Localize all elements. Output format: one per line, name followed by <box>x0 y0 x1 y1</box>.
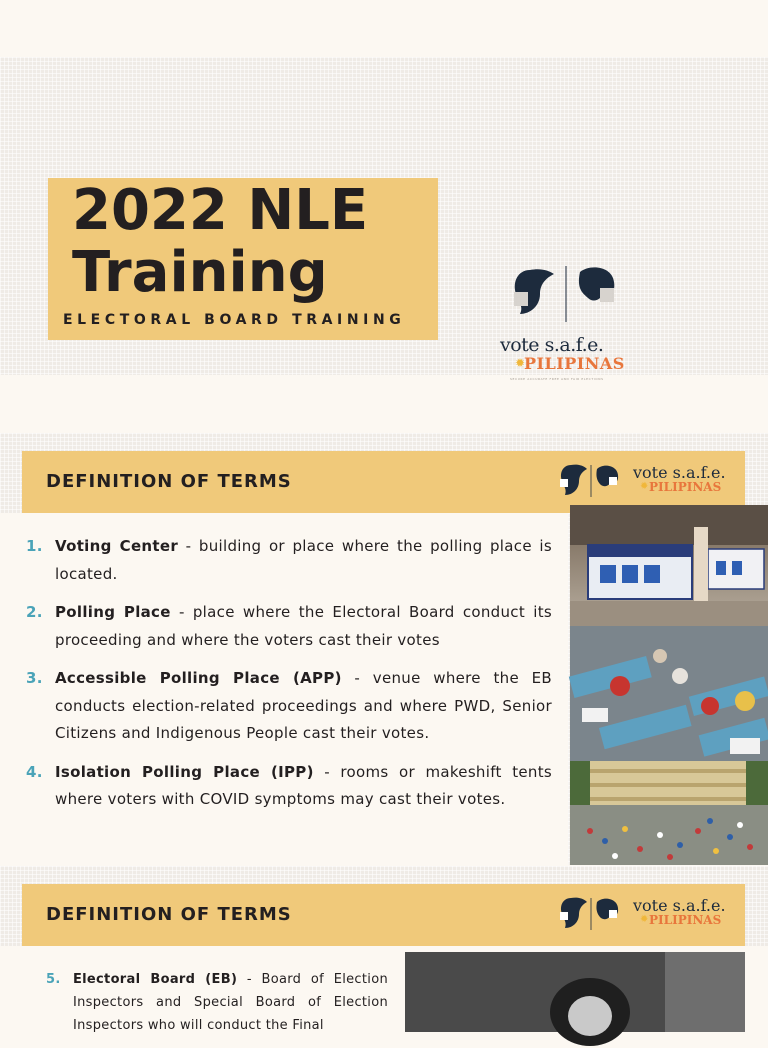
term-number: 2. <box>26 603 43 621</box>
title-line-2: Training <box>72 240 328 305</box>
term-name: Accessible Polling Place (APP) <box>55 669 342 687</box>
title-box <box>48 178 438 340</box>
photo-school-crowd <box>570 761 768 865</box>
term-number: 3. <box>26 669 43 687</box>
term-description: - Board of Election Inspectors and Special Board of Election Inspectors who will conduct the Final <box>73 972 388 1033</box>
term-name: Isolation Polling Place (IPP) <box>55 762 314 781</box>
logo-tagline: SECURE ACCURATE FREE AND FAIR ELECTIONS <box>510 377 604 381</box>
photo-polling-place <box>570 626 768 761</box>
photo-electoral-board <box>405 952 745 1032</box>
term-name: Voting Center <box>55 537 179 555</box>
vote-safe-logo-icon <box>557 463 627 503</box>
term-description: - place where the Electoral Board conduct its proceeding and where the voters cast their votes <box>55 603 552 649</box>
terms-list <box>26 533 552 825</box>
header-bar <box>22 451 745 513</box>
header-title: DEFINITION OF TERMS <box>46 904 292 925</box>
term-number: 5. <box>46 972 61 987</box>
term-name: Polling Place <box>55 603 171 621</box>
vote-safe-logo <box>557 896 737 936</box>
list-item <box>26 759 552 814</box>
star-icon: ✹ <box>515 356 526 370</box>
photo-polling-place-image <box>570 626 768 761</box>
term-number: 1. <box>26 537 43 555</box>
photo-voting-center <box>570 505 768 626</box>
title-slide <box>0 57 768 381</box>
logo-text-vote-safe: vote s.a.f.e. <box>500 334 604 356</box>
term-description: - building or place where the polling place is located. <box>55 537 552 583</box>
logo-text-pilipinas: PILIPINAS <box>649 480 722 494</box>
term-description: - venue where the EB conducts election-related proceedings and where PWD, Senior Citizens and Indigenous People cast their votes. <box>55 669 552 742</box>
term-number: 4. <box>26 762 43 781</box>
title-line-1: 2022 NLE <box>72 178 369 243</box>
definitions-slide-1 <box>0 433 768 865</box>
list-item <box>26 665 552 748</box>
vote-safe-logo <box>500 262 635 382</box>
list-item <box>46 968 388 1037</box>
terms-list <box>46 968 388 1048</box>
star-icon: ✹ <box>640 914 649 925</box>
vote-safe-logo-icon <box>557 896 627 936</box>
term-name: Electoral Board (EB) <box>73 972 238 987</box>
header-bar <box>22 884 745 946</box>
list-item <box>26 599 552 654</box>
photo-school-crowd-image <box>570 761 768 865</box>
logo-text-pilipinas: PILIPINAS <box>524 354 625 373</box>
logo-text-vote-safe: vote s.a.f.e. <box>633 463 726 482</box>
logo-text-pilipinas: PILIPINAS <box>649 913 722 927</box>
header-title: DEFINITION OF TERMS <box>46 471 292 492</box>
slide-subtitle: ELECTORAL BOARD TRAINING <box>63 312 406 328</box>
photo-voting-center-image <box>570 505 768 626</box>
slide-title <box>72 180 368 304</box>
logo-text-vote-safe: vote s.a.f.e. <box>633 896 726 915</box>
photo-column <box>568 505 768 865</box>
vote-safe-logo <box>557 463 737 503</box>
list-item <box>26 533 552 588</box>
definitions-slide-2 <box>0 866 768 1033</box>
star-icon: ✹ <box>640 481 649 492</box>
term-description: - rooms or makeshift tents where voters with COVID symptoms may cast their votes. <box>55 762 553 808</box>
vote-safe-logo-icon <box>500 262 635 332</box>
photo-electoral-board-image <box>405 952 745 1032</box>
